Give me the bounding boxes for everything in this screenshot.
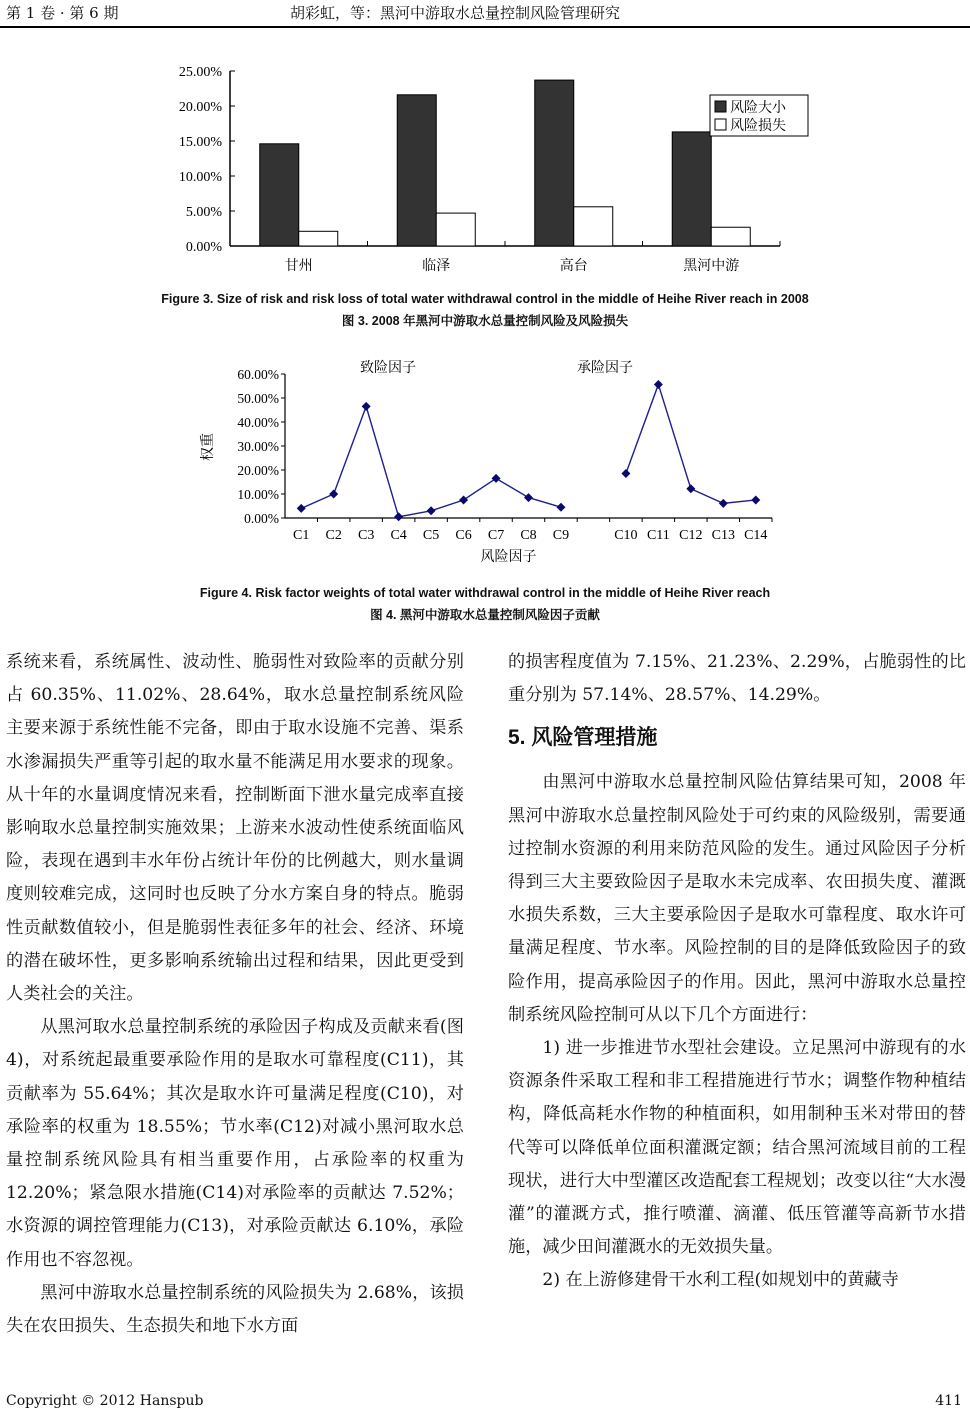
- bar-risk-size: [397, 95, 436, 246]
- figure4-caption-en: Figure 4. Risk factor weights of total water withdrawal control in the middle of Heihe River reach: [199, 586, 771, 600]
- copyright: Copyright © 2012 Hanspub: [6, 1393, 204, 1409]
- legend-swatch: [715, 101, 726, 112]
- figure3-caption-zh: 图 3. 2008 年黑河中游取水总量控制风险及风险损失: [341, 314, 629, 328]
- page-header: [0, 0, 970, 28]
- x-tick-label: 高台: [559, 259, 588, 274]
- x-tick-label: C1: [293, 528, 310, 543]
- x-tick-label: C8: [520, 528, 537, 543]
- bar-risk-size: [672, 132, 711, 246]
- paragraph: 1) 进一步推进节水型社会建设。立足黑河中游现有的水资源条件采取工程和非工程措施进行节水；调整作物种植结构，降低高耗水作物的种植面积，如用制种玉米对带田的替代等可以降低单位面积灌溉定额；结合黑河流域目前的工程现状，进行大中型灌区改造配套工程规划；改变以往“大水漫灌”的灌溉方式，推行喷灌、滴灌、低压管灌等高新节水措施，减少田间灌溉水的无效损失量。: [508, 1038, 966, 1258]
- y-tick-label: 10.00%: [178, 170, 222, 185]
- y-tick-label: 5.00%: [185, 205, 222, 220]
- x-tick-label: C13: [711, 528, 735, 543]
- series-line-hazard: [301, 406, 561, 516]
- x-tick-label: 黑河中游: [683, 259, 740, 274]
- data-point: [654, 380, 663, 389]
- paragraph: 的损害程度值为 7.15%、21.23%、2.29%，占脆弱性的比重分别为 57.14%、28.57%、14.29%。: [508, 652, 966, 706]
- x-axis-label: 风险因子: [480, 550, 537, 565]
- figure4-caption-zh: 图 4. 黑河中游取水总量控制风险因子贡献: [370, 608, 600, 622]
- legend-swatch: [715, 119, 726, 130]
- y-tick-label: 50.00%: [237, 391, 279, 406]
- bar-risk-size: [260, 144, 299, 246]
- data-point: [556, 503, 565, 512]
- y-tick-label: 40.00%: [237, 415, 279, 430]
- y-tick-label: 20.00%: [178, 100, 222, 115]
- data-point: [719, 499, 728, 508]
- bar-risk-loss: [574, 207, 613, 246]
- y-tick-label: 30.00%: [237, 439, 279, 454]
- data-point: [362, 402, 371, 411]
- x-tick-label: C11: [646, 528, 670, 543]
- paragraph: 由黑河中游取水总量控制风险估算结果可知，2008 年黑河中游取水总量控制风险处于可约束的风险级别，需要通过控制水资源的利用来防范风险的发生。通过风险因子分析得到三大主要致险因子是取水未完成率、农田损失度、灌溉水损失系数，三大主要承险因子是取水可靠程度、取水许可量满足程度、节水率。风险控制的目的是降低致险因子的致险作用，提高承险因子的作用。因此，黑河中游取水总量控制系统风险控制可从以下几个方面进行：: [508, 772, 966, 1025]
- legend-label: 风险损失: [730, 119, 786, 134]
- bar-risk-loss: [436, 213, 475, 246]
- paragraph: 从黑河取水总量控制系统的承险因子构成及贡献来看(图 4)，对系统起最重要承险作用的是取水可靠程度(C11)，其贡献率为 55.64%；其次是取水许可量满足程度(C10)，对承险率的权重为 18.55%；节水率(C12)对减小黑河取水总量控制系统风险具有相当重要作用，占承险率的权重为 12.20%；紧急限水措施(C14)对承险率的贡献达 7.52%；水资源的调控管理能力(C13)，对承险贡献达 6.10%，承险作用也不容忽视。: [6, 1017, 464, 1270]
- y-axis: [199, 367, 285, 526]
- data-point: [751, 495, 760, 504]
- y-tick-label: 20.00%: [237, 463, 279, 478]
- series: [297, 380, 761, 521]
- data-point: [686, 484, 695, 493]
- data-point: [492, 474, 501, 483]
- x-tick-label: C14: [744, 528, 768, 543]
- data-point: [621, 469, 630, 478]
- figure4-line-chart: [190, 355, 790, 570]
- x-tick-label: C4: [390, 528, 407, 543]
- data-point: [524, 493, 533, 502]
- data-point: [394, 512, 403, 521]
- left-column: [6, 646, 464, 1343]
- journal-volume-issue: 第 1 卷 · 第 6 期: [6, 4, 119, 22]
- data-point: [329, 490, 338, 499]
- x-tick-label: C7: [487, 528, 505, 543]
- running-title: 胡彩虹，等：黑河中游取水总量控制风险管理研究: [290, 4, 621, 22]
- x-tick-label: C2: [325, 528, 342, 543]
- bar-risk-loss: [299, 231, 338, 246]
- data-point: [459, 496, 468, 505]
- data-point: [297, 504, 306, 513]
- y-tick-label: 60.00%: [237, 367, 279, 382]
- paragraph: 2) 在上游修建骨干水利工程(如规划中的黄藏寺: [542, 1270, 899, 1291]
- y-tick-label: 15.00%: [178, 135, 222, 150]
- page-number: 411: [935, 1393, 962, 1409]
- group-label-resistance: 承险因子: [577, 361, 633, 376]
- x-tick-label: C5: [422, 528, 440, 543]
- right-column: [508, 646, 966, 1298]
- group-label-hazard: 致险因子: [360, 361, 416, 376]
- bars: [260, 80, 780, 246]
- legend-label: 风险大小: [730, 101, 786, 116]
- legend: [710, 95, 808, 136]
- x-tick-label: 甘州: [284, 259, 313, 274]
- paragraph: 系统来看，系统属性、波动性、脆弱性对致险率的贡献分别占 60.35%、11.02%、28.64%，取水总量控制系统风险主要来源于系统性能不完备，即由于取水设施不完善、渠系水渗漏损失严重等引起的取水量不能满足用水要求的现象。从十年的水量调度情况来看，控制断面下泄水量完成率直接影响取水总量控制实施效果；上游来水波动性使系统面临风险，表现在遇到丰水年份占统计年份的比例越大，则水量调度则较难完成，这同时也反映了分水方案自身的特点。脆弱性贡献数值较小，但是脆弱性表征多年的社会、经济、环境的潜在破坏性，更多影响系统输出过程和结果，因此更受到人类社会的关注。: [6, 652, 464, 1005]
- labels: [360, 360, 633, 376]
- y-axis-label: 权重: [201, 433, 216, 461]
- bar-risk-loss: [711, 227, 750, 246]
- paragraph: 黑河中游取水总量控制系统的风险损失为 2.68%，该损失在农田损失、生态损失和地下水方面: [6, 1282, 464, 1337]
- x-tick-labels: [285, 257, 740, 274]
- x-tick-label: 临泽: [422, 259, 451, 274]
- x-tick-label: C12: [679, 528, 703, 543]
- y-tick-label: 0.00%: [244, 511, 279, 526]
- section-heading: 5. 风险管理措施: [508, 726, 658, 750]
- figure3-bar-chart: [150, 58, 830, 278]
- x-tick-label: C10: [614, 528, 638, 543]
- data-point: [427, 506, 436, 515]
- y-tick-label: 0.00%: [185, 240, 222, 255]
- x-tick-label: C6: [455, 528, 472, 543]
- figure3-caption-en: Figure 3. Size of risk and risk loss of total water withdrawal control in the middle of Heihe River reach in 2008: [161, 292, 809, 306]
- x-tick-label: C9: [552, 528, 570, 543]
- bar-risk-size: [535, 80, 574, 246]
- x-axis: [285, 518, 772, 565]
- y-tick-label: 25.00%: [178, 65, 222, 80]
- x-tick-label: C3: [357, 528, 375, 543]
- y-tick-label: 10.00%: [237, 487, 279, 502]
